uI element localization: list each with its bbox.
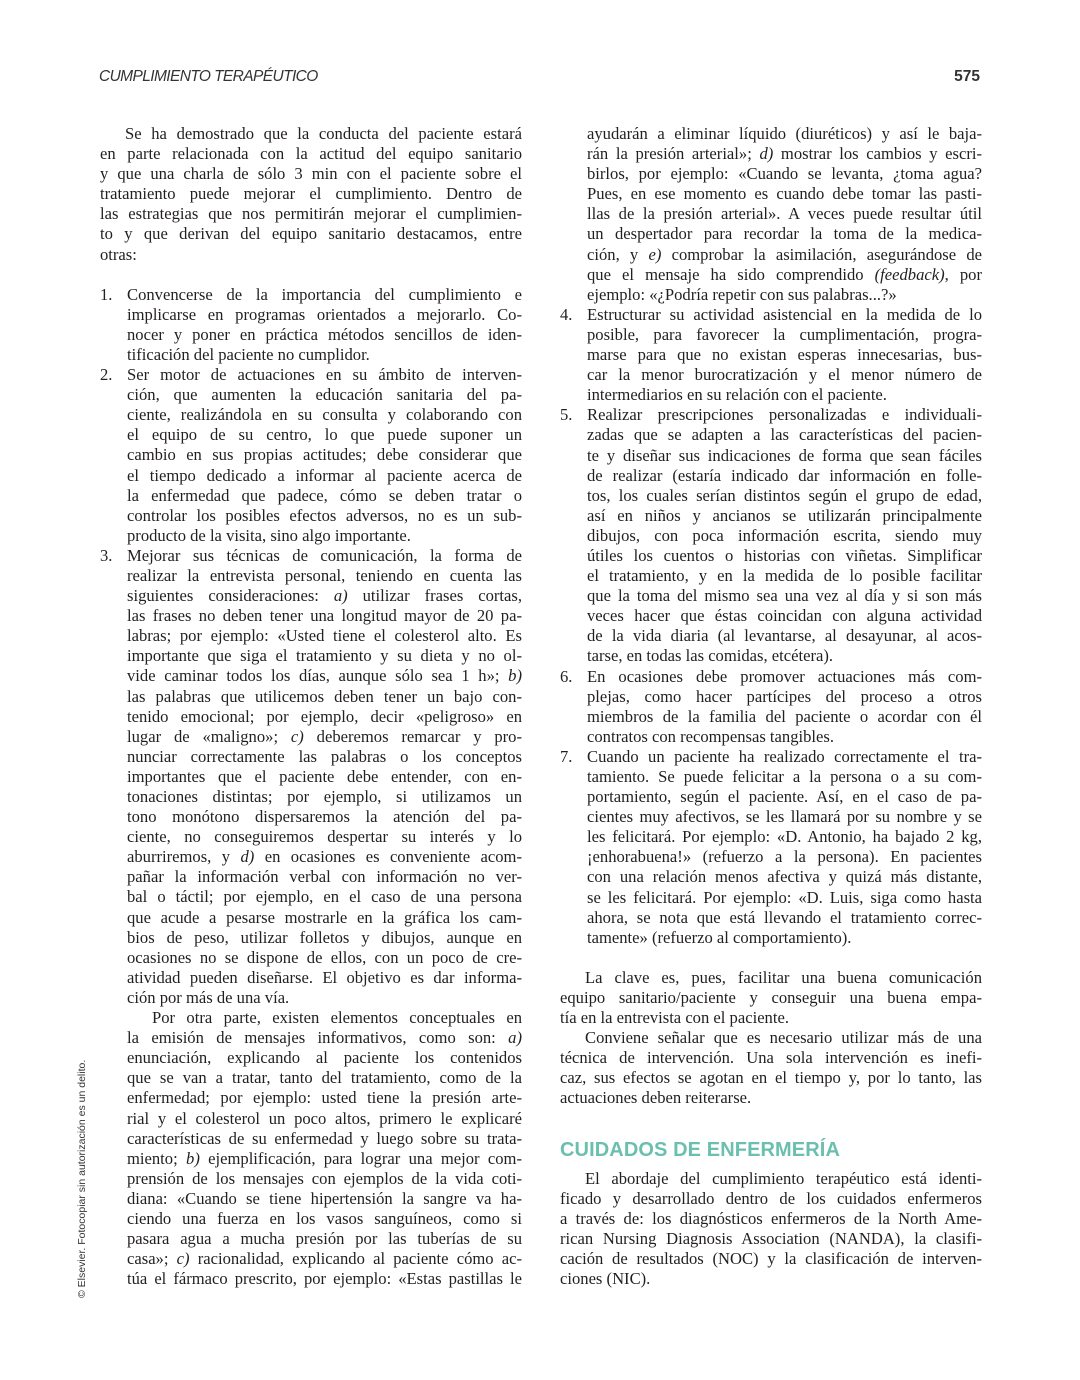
text-line: Mejorar sus técnicas de comunicación, la forma de	[127, 545, 522, 565]
closing-paragraph-1	[560, 968, 982, 1028]
text-line: la emisión de mensajes informativos, como son: a)	[127, 1028, 522, 1048]
text-line: túa el fármaco prescrito, por ejemplo: «Estas pastillas le	[127, 1269, 522, 1289]
text-line: atividad pueden diseñarse. El objetivo es dar informa-	[127, 967, 522, 987]
text-line: tonaciones distintas; por ejemplo, si utilizamos un	[127, 787, 522, 806]
text-line: intermediarios en su relación con el paciente.	[587, 385, 887, 405]
text-line: de realizar (estaría indicado dar información en folle-	[587, 465, 982, 485]
item-3-continuation-paragraph	[127, 1008, 522, 1289]
text-line: pañar la información verbal con información no ver-	[127, 867, 522, 887]
text-line: implicarse en programas orientados a mejorarlo. Co-	[127, 304, 522, 324]
running-head-title: CUMPLIMIENTO TERAPÉUTICO	[99, 68, 318, 85]
text-line: útiles los cuentos o historias con viñetas. Simplificar	[587, 545, 982, 565]
text-line: veces hacer que éstas coincidan con alguna actividad	[587, 606, 982, 626]
text-line: La clave es, pues, facilitar una buena comunicación	[585, 967, 982, 987]
text-line: portamiento, según el paciente. Así, en el caso de pa-	[587, 787, 982, 807]
list-number: 3.	[100, 545, 113, 565]
list-item-3	[100, 546, 522, 1289]
text-line: ocasiones no se dispone de ellos, con un poco de cre-	[127, 947, 522, 967]
page-number: 575	[954, 68, 980, 85]
text-line: miembros de la familia del paciente o acordar con él	[587, 706, 982, 726]
text-line: importante que siga el tratamiento y su dieta y no ol-	[127, 646, 522, 666]
text-line: ciente, realizándola en su consulta y colaborando con	[127, 405, 522, 425]
text-line: Cuando un paciente ha realizado correctamente el tra-	[587, 746, 982, 766]
text-line: tamente» (refuerzo al comportamiento).	[587, 927, 852, 947]
text-line: en parte relacionada con la actitud del equipo sanitario	[100, 144, 522, 164]
text-line: vide caminar todos los días, aunque sólo sea 1 h»; b)	[127, 666, 522, 686]
text-line: zadas que se adapten a las características del pacien-	[587, 425, 982, 445]
text-line: enunciación, explicando al paciente los contenidos	[127, 1048, 522, 1068]
text-line: nunciar correctamente las palabras o los conceptos	[127, 746, 522, 766]
text-line: posible, para favorecer la cumplimentación, progra-	[587, 324, 982, 344]
text-line: ciente, no conseguiremos despertar su interés y lo	[127, 827, 522, 847]
list-number: 7.	[560, 746, 573, 766]
text-line: te y diseñar sus indicaciones de forma que sean fáciles	[587, 445, 982, 465]
text-line: cambio en sus propias actitudes; debe considerar que	[127, 445, 522, 465]
text-line: siguientes consideraciones: a) utilizar frases cortas,	[127, 586, 523, 606]
text-line: les felicitará. Por ejemplo: «D. Antonio, ha bajado 2 kg,	[587, 827, 982, 847]
section-heading: CUIDADOS DE ENFERMERÍA	[560, 1138, 840, 1161]
text-line: tenido emocional; por ejemplo, decir «peligroso» en	[127, 706, 522, 726]
text-line: cientes muy afectivos, se les llamará por su nombre y se	[587, 807, 982, 827]
text-line: tos, los cuales serían distintos según el grupo de edad,	[587, 485, 982, 505]
text-line: Estructurar su actividad asistencial en la medida de lo	[587, 304, 982, 324]
text-line: marse para que no existan esperas innecesarias, bus-	[587, 345, 982, 365]
text-line: actuaciones deben reiterarse.	[560, 1088, 752, 1108]
text-line: que acude a pesarse mostrarle en la gráfica los cam-	[127, 907, 522, 927]
text-line: realizar la entrevista personal, teniendo en cuenta las	[127, 565, 522, 585]
text-line: el tratamiento, y en la medida de lo posible facilitar	[587, 566, 982, 586]
text-line: tía en la entrevista con el paciente.	[560, 1008, 789, 1028]
text-line: producto de la visita, sino algo importante.	[127, 525, 411, 545]
list-number: 5.	[560, 405, 573, 425]
text-line: ficado y desarrollado dentro de los cuidados enfermeros	[560, 1188, 982, 1208]
text-line: ayudarán a eliminar líquido (diuréticos) y así le baja-	[587, 124, 982, 143]
list-item-4	[560, 305, 982, 405]
text-line: ción, que aumenten la educación sanitaria del pa-	[127, 385, 522, 405]
list-item-3-continued	[560, 124, 982, 305]
text-line: que la toma del mismo sea una vez al día y si son más	[587, 586, 982, 606]
text-line: tono monótono dispersaremos la atención del pa-	[127, 807, 522, 827]
right-column	[560, 124, 982, 1289]
text-line: nocer y poner en práctica métodos sencillos de iden-	[127, 324, 522, 344]
text-line: contratos con recompensas tangibles.	[587, 726, 834, 746]
text-line: tratamiento puede mejorar el cumplimiento. Dentro de	[100, 184, 522, 204]
text-line: importantes que el paciente debe entender, con en-	[127, 766, 522, 786]
text-line: las estrategias que nos permitirán mejorar el cumplimien-	[100, 204, 522, 224]
text-line: ción por más de una vía.	[127, 987, 290, 1007]
copyright-side-note: © Elsevier. Fotocopiar sin autorización es un delito.	[76, 1059, 88, 1298]
list-item-2	[100, 365, 522, 546]
text-line: técnica de intervención. Una sola intervención es inefi-	[560, 1048, 982, 1068]
text-line: ¡enhorabuena!» (refuerzo a la persona). En pacientes	[587, 847, 982, 867]
text-line: el tiempo dedicado a informar al paciente acerca de	[127, 465, 522, 485]
text-line: y que una charla de sólo 3 min con el paciente sobre el	[100, 164, 522, 184]
list-item-5	[560, 405, 982, 666]
text-line: tamiento. Se puede felicitar a la persona o a su com-	[587, 767, 982, 786]
text-line: a través de: los diagnósticos enfermeros de la North Ame-	[560, 1208, 982, 1228]
text-line: de la vida diaria (al levantarse, al desayunar, al acos-	[587, 626, 982, 646]
text-line: que se van a tratar, tanto del tratamiento, como de la	[127, 1068, 522, 1088]
text-line: con una relación menos afectiva y quizá más distante,	[587, 867, 982, 887]
text-line: casa»; c) racionalidad, explicando al paciente cómo ac-	[127, 1249, 523, 1269]
list-number: 4.	[560, 304, 573, 324]
text-line: Ser motor de actuaciones en su ámbito de interven-	[127, 365, 522, 385]
list-item-7	[560, 747, 982, 948]
text-line: Por otra parte, existen elementos conceptuales en	[152, 1008, 522, 1028]
text-line: tarse, en todas las comidas, etcétera).	[587, 646, 834, 666]
text-line: que el mensaje ha sido comprendido (feedback), por	[587, 264, 982, 284]
text-line: Se ha demostrado que la conducta del paciente estará	[125, 124, 522, 143]
text-line: tificación del paciente no cumplidor.	[127, 344, 370, 364]
text-line: ción, y e) comprobar la asimilación, asegurándose de	[587, 244, 982, 264]
text-line: diana: «Cuando se tiene hipertensión la sangre va ha-	[127, 1188, 522, 1208]
text-line: dibujos, con poca información escrita, siendo muy	[587, 525, 982, 545]
text-line: plejas, como hacer partícipes del proceso a otros	[587, 686, 982, 706]
list-number: 1.	[100, 284, 113, 304]
list-number: 2.	[100, 365, 113, 385]
text-line: cación de resultados (NOC) y la clasificación de interven-	[560, 1248, 982, 1268]
text-line: prensión de los mensajes con ejemplos de la vida coti-	[127, 1168, 522, 1188]
text-line: la enfermedad que padece, cómo se deben tratar o	[127, 485, 522, 505]
text-line: las frases no deben tener una longitud mayor de 20 pa-	[127, 606, 522, 626]
text-line: lugar de «maligno»; c) deberemos remarcar y pro-	[127, 726, 522, 746]
text-line: ciendo una fuerza en los vasos sanguíneos, como si	[127, 1208, 522, 1228]
text-line: equipo sanitario/paciente y conseguir una buena empa-	[560, 987, 982, 1007]
text-line: caz, sus efectos se agotan en el tiempo y, por lo tanto, las	[560, 1068, 982, 1088]
section-paragraph	[560, 1169, 982, 1290]
text-line: rial y el colesterol un poco altos, primero le explicaré	[127, 1108, 522, 1128]
intro-paragraph	[100, 124, 522, 265]
closing-paragraph-2	[560, 1028, 982, 1108]
text-line: otras:	[100, 244, 137, 264]
text-line: bal o táctil; por ejemplo, en el caso de una persona	[127, 887, 522, 907]
text-line: ejemplo: «¿Podría repetir con sus palabras...?»	[587, 284, 897, 304]
text-line: to y que derivan del equipo sanitario destacamos, entre	[100, 224, 522, 244]
text-line: así en niños y ancianos se utilizarán principalmente	[587, 505, 982, 525]
text-line: ahora, se nota que está llevando el tratamiento correc-	[587, 907, 982, 927]
list-item-6	[560, 667, 982, 747]
text-line: El abordaje del cumplimiento terapéutico está identi-	[585, 1168, 982, 1188]
text-line: labras; por ejemplo: «Usted tiene el colesterol alto. Es	[127, 626, 522, 646]
text-line: Conviene señalar que es necesario utilizar más de una	[585, 1028, 982, 1048]
text-line: rican Nursing Diagnosis Association (NANDA), la clasifi-	[560, 1228, 982, 1248]
text-line: Pues, en ese momento es cuando debe tomar las pasti-	[587, 184, 982, 204]
text-line: rán la presión arterial»; d) mostrar los cambios y escri-	[587, 144, 982, 164]
text-line: Convencerse de la importancia del cumplimiento e	[127, 284, 522, 304]
text-line: un despertador para recordar la toma de la medica-	[587, 224, 982, 244]
text-line: En ocasiones debe promover actuaciones más com-	[587, 666, 982, 686]
text-line: enfermedad; por ejemplo: usted tiene la presión arte-	[127, 1088, 522, 1108]
list-number: 6.	[560, 666, 573, 686]
text-line: aburriremos, y d) en ocasiones es conveniente acom-	[127, 847, 522, 867]
text-line: el equipo de su centro, lo que puede suponer un	[127, 425, 522, 445]
text-line: características de su enfermedad y luego sobre su trata-	[127, 1128, 522, 1148]
text-line: controlar los posibles efectos adversos, no es un sub-	[127, 505, 522, 525]
text-line: Realizar prescripciones personalizadas e individuali-	[587, 405, 982, 425]
text-line: miento; b) ejemplificación, para lograr una mejor com-	[127, 1148, 522, 1168]
text-line: pasara agua a mucha presión por las tuberías de su	[127, 1229, 522, 1249]
text-line: las palabras que utilicemos deben tener un bajo con-	[127, 686, 522, 706]
list-item-1	[100, 285, 522, 365]
text-line: birlos, por ejemplo: «Cuando se levanta, ¿toma agua?	[587, 164, 982, 184]
text-line: ciones (NIC).	[560, 1268, 651, 1288]
text-line: bios de peso, utilizar folletos y dibujos, aunque en	[127, 927, 522, 947]
text-line: se les felicitará. Por ejemplo: «D. Luis, siga como hasta	[587, 887, 982, 907]
left-column	[100, 124, 522, 1289]
text-line: llas de la presión arterial». A veces puede resultar útil	[587, 204, 982, 224]
text-line: car la menor burocratización y el menor número de	[587, 365, 982, 385]
